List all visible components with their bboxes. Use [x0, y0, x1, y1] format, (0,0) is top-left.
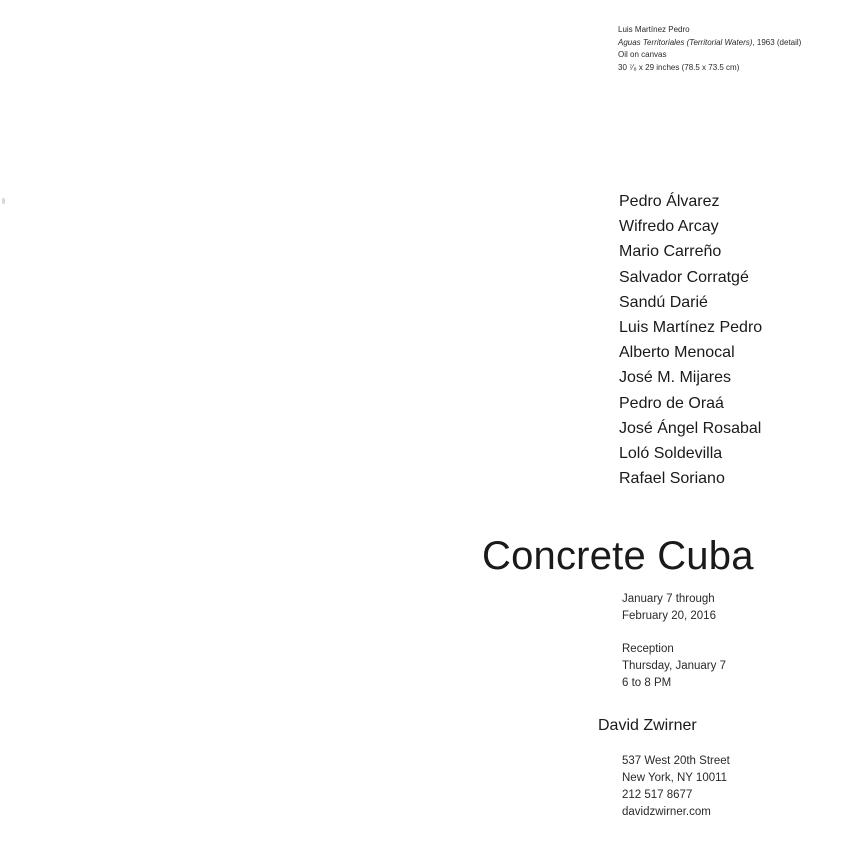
artist-name: Salvador Corratgé	[619, 268, 749, 286]
dates-line-1: January 7 through	[622, 593, 715, 605]
exhibition-title: Concrete Cuba	[482, 534, 754, 578]
gallery-name: David Zwirner	[598, 717, 697, 734]
artist-name: Loló Soldevilla	[619, 445, 723, 463]
gallery-website: davidzwirner.com	[622, 806, 711, 818]
artist-name: José M. Mijares	[619, 369, 732, 387]
reception-day: Thursday, January 7	[622, 660, 726, 672]
caption-medium: Oil on canvas	[618, 50, 667, 59]
artist-name: Wifredo Arcay	[619, 218, 719, 236]
reception-label: Reception	[622, 643, 674, 655]
artist-name: Luis Martínez Pedro	[619, 319, 763, 337]
gallery-address	[622, 753, 730, 821]
reception-info	[622, 641, 726, 692]
reception-time: 6 to 8 PM	[622, 677, 672, 689]
caption-artist: Luis Martínez Pedro	[618, 25, 690, 34]
artist-name: Rafael Soriano	[619, 470, 725, 488]
dates-line-2: February 20, 2016	[622, 610, 716, 622]
artist-name: Mario Carreño	[619, 243, 722, 261]
artist-name: Pedro de Oraá	[619, 394, 724, 412]
exhibition-dates	[622, 591, 716, 625]
artist-name: Sandú Darié	[619, 293, 708, 311]
caption-year: , 1963 (detail)	[752, 37, 802, 47]
artist-name: Alberto Menocal	[619, 344, 735, 362]
artist-name: Pedro Álvarez	[619, 193, 720, 210]
gallery-phone: 212 517 8677	[622, 789, 693, 801]
artist-list	[619, 189, 762, 491]
gallery-street: 537 West 20th Street	[622, 755, 730, 767]
caption-title-line	[618, 37, 801, 50]
caption-dimensions: 30 ⁷⁄₈ x 29 inches (78.5 x 73.5 cm)	[618, 62, 740, 72]
artwork-caption	[618, 24, 801, 74]
gallery-city: New York, NY 10011	[622, 772, 728, 784]
scan-mark	[2, 198, 5, 204]
caption-title: Aguas Territoriales (Territorial Waters)	[618, 37, 753, 47]
artist-name: José Ángel Rosabal	[619, 419, 762, 437]
